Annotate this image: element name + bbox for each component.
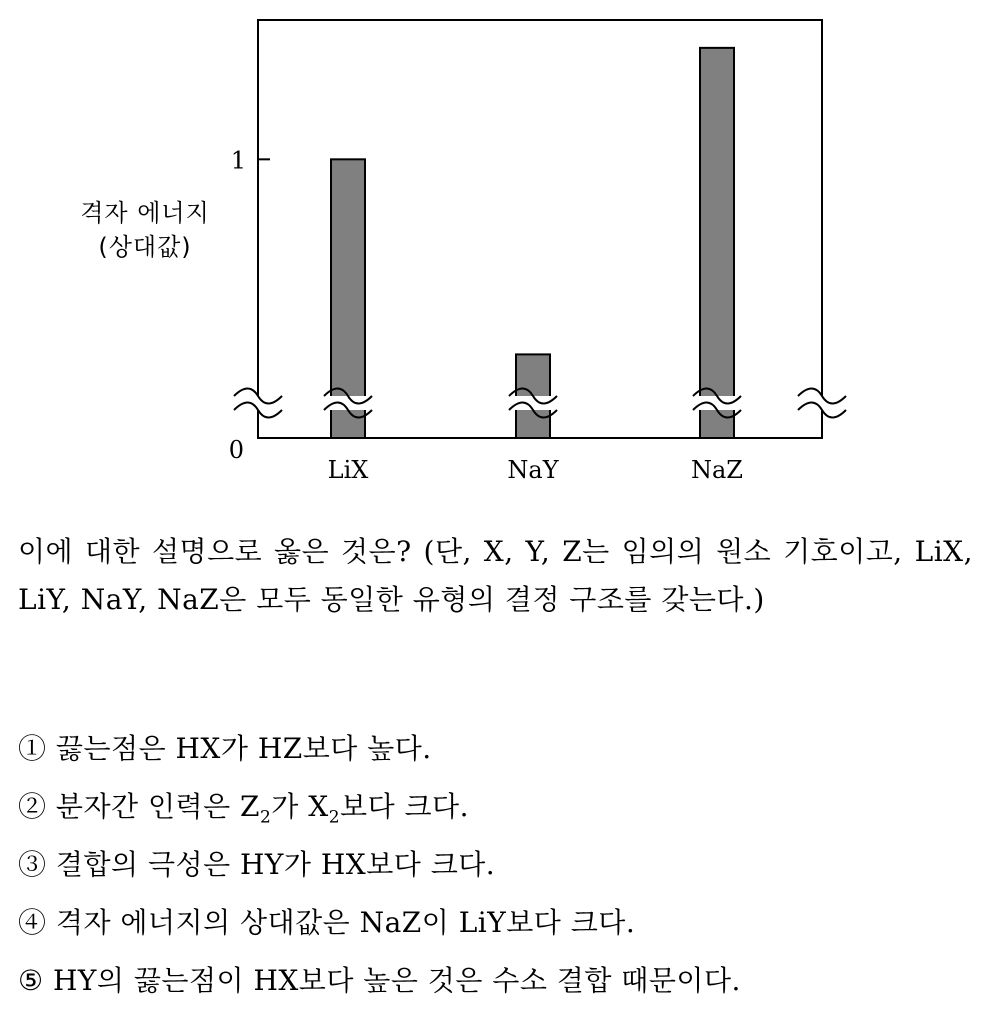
choice-2-text-b: 가 X <box>271 790 329 823</box>
x-tick-label-LiX: LiX <box>327 456 369 484</box>
bar-NaZ <box>700 48 734 438</box>
y-tick-label-1: 1 <box>230 146 246 175</box>
break-gap-1 <box>322 396 374 410</box>
x-tick-label-NaY: NaY <box>507 456 559 484</box>
choice-2-subscript-2: 2 <box>328 807 341 828</box>
choice-4-text: 격자 에너지의 상대값은 NaZ이 LiY보다 크다. <box>55 906 636 939</box>
question-text: 이에 대한 설명으로 옳은 것은? (단, X, Y, Z는 임의의 원소 기호이고, LiX, LiY, NaY, NaZ은 모두 동일한 유형의 결정 구조를 갖는다.) <box>18 535 973 616</box>
break-gap-0 <box>232 396 284 410</box>
choice-2-text-a: 분자간 인력은 Z <box>55 790 260 823</box>
choice-3-number: ③ <box>18 848 47 881</box>
y-axis-label-line2: (상대값) <box>98 233 192 261</box>
answer-choices <box>18 720 973 1010</box>
choice-5[interactable] <box>18 952 973 1010</box>
choice-5-text: HY의 끓는점이 HX보다 높은 것은 수소 결합 때문이다. <box>53 964 741 997</box>
choice-4[interactable] <box>18 894 973 952</box>
y-axis-label <box>60 196 230 264</box>
choice-3-text: 결합의 극성은 HY가 HX보다 크다. <box>55 848 496 881</box>
choice-4-number: ④ <box>18 906 47 939</box>
choice-2-number: ② <box>18 790 47 823</box>
break-gap-2 <box>507 396 559 410</box>
choice-3[interactable] <box>18 836 973 894</box>
x-tick-labels <box>328 456 743 484</box>
break-gap-3 <box>691 396 743 410</box>
y-tick-label-0: 0 <box>228 436 244 464</box>
choice-1-text: 끓는점은 HX가 HZ보다 높다. <box>55 732 432 765</box>
choice-1-number: ① <box>18 732 47 765</box>
x-tick-label-NaZ: NaZ <box>691 456 743 484</box>
choice-5-number: ⑤ <box>18 964 44 997</box>
choice-2-subscript-1: 2 <box>259 807 272 828</box>
bars-group <box>331 48 734 438</box>
y-axis-label-line1: 격자 에너지 <box>80 199 210 227</box>
choice-2[interactable] <box>18 778 973 836</box>
break-gap-4 <box>796 396 848 410</box>
choice-2-text-c: 보다 크다. <box>340 790 470 823</box>
choice-1[interactable] <box>18 720 973 778</box>
